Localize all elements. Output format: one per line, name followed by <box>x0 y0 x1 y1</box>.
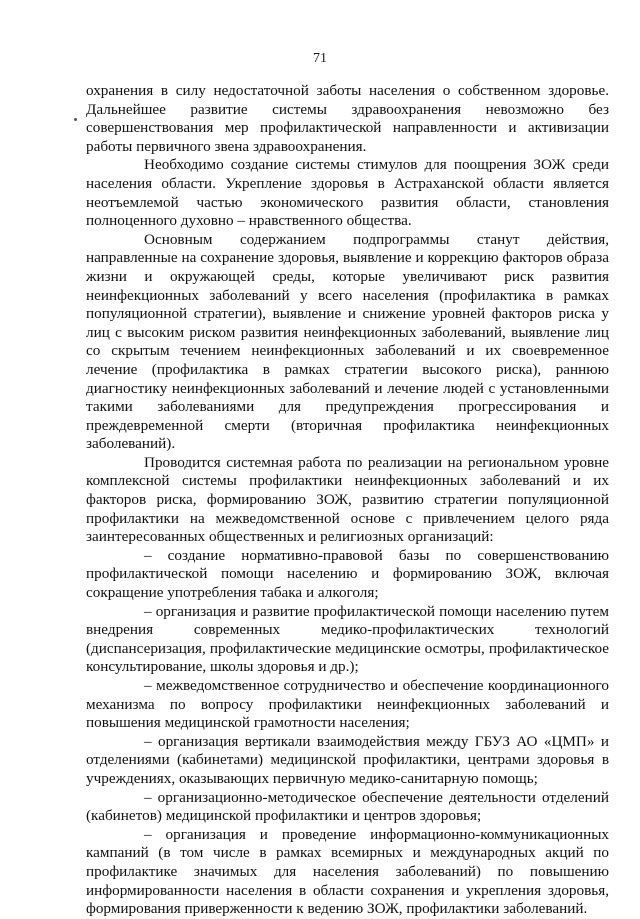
list-item-campaigns: – организация и проведение информационно-коммуникационных кампаний (в том числе в рамках всемирных и международных акций по профилактике значимых для населения заболеваний) по повышению информированности населения в области сохранения и укрепления здоровья, формирования приверженности к ведению ЗОЖ, профилактики заболеваний. <box>86 825 609 918</box>
list-item-vertical-interaction: – организация вертикали взаимодействия между ГБУЗ АО «ЦМП» и отделениями (кабинетами) медицинской профилактики, центрами здоровья в учреждениях, оказывающих первичную медико-санитарную помощь; <box>86 732 609 787</box>
paragraph-continuation: охранения в силу недостаточной заботы населения о собственном здоровье. Дальнейшее развитие системы здравоохранения невозможно без совершенствования мер профилактической направленности и активизации работы первичного звена здравоохранения. <box>86 82 609 155</box>
list-item-interagency: – межведомственное сотрудничество и обеспечение координационного механизма по вопросу профилактики неинфекционных заболеваний и повышения медицинской грамотности населения; <box>86 677 609 732</box>
body-text <box>86 82 609 919</box>
list-item-methodical-support: – организационно-методическое обеспечение деятельности отделений (кабинетов) медицинской профилактики и центров здоровья; <box>86 788 609 825</box>
paragraph-stimulus-system: Необходимо создание системы стимулов для поощрения ЗОЖ среди населения области. Укрепление здоровья в Астраханской области является неотъемлемой частью экономического развития области, становления полноценного духовно – нравственного общества. <box>86 156 609 230</box>
list-item-preventive-care: – организация и развитие профилактической помощи населению путем внедрения современных медико-профилактических технологий (диспансеризация, профилактические медицинские осмотры, профилактическое консультирование, школы здоровья и др.); <box>86 602 609 676</box>
list-item-legal-base: – создание нормативно-правовой базы по совершенствованию профилактической помощи населению и формированию ЗОЖ, включая сокращение употребления табака и алкоголя; <box>86 546 609 602</box>
scan-speck <box>74 118 77 121</box>
page-number: 71 <box>313 51 327 66</box>
paragraph-systemic-work: Проводится системная работа по реализации на региональном уровне комплексной системы профилактики неинфекционных заболеваний и их факторов риска, формированию ЗОЖ, развитию стратегии популяционной профилактики на межведомственной основе с привлечением целого ряда заинтересованных общественных и религиозных организаций: <box>86 453 609 546</box>
paragraph-subprogram-content: Основным содержанием подпрограммы станут действия, направленные на сохранение здоровья, выявление и коррекцию факторов образа жизни и окружающей среды, которые увеличивают риск развития неинфекционных заболеваний у всего населения (профилактика в рамках популяционной стратегии), выявление и снижение уровней факторов риска у лиц с высоким риском развития неинфекционных заболеваний, выявление лиц со скрытым течением неинфекционных заболеваний и их своевременное лечение (профилактика в рамках стратегии высокого риска), раннюю диагностику неинфекционных заболеваний и лечение людей с установленными такими заболеваниями для предупреждения прогрессирования и преждевременной смерти (вторичная профилактика неинфекционных заболеваний). <box>86 230 609 453</box>
